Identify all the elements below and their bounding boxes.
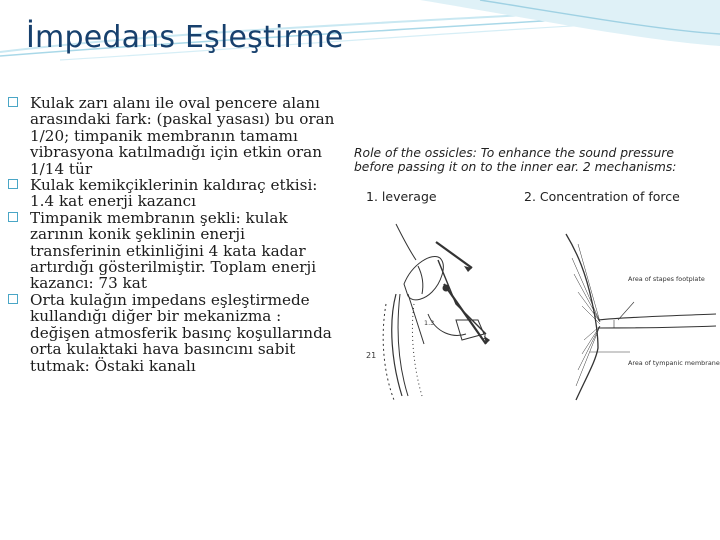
- bullet-marker-icon: [8, 179, 18, 189]
- tympanic-membrane-area-label: Area of tympanic membrane: [628, 359, 720, 367]
- bullet-marker-icon: [8, 97, 18, 107]
- bullet-marker-icon: [8, 212, 18, 222]
- bullet-item: [8, 177, 338, 210]
- slide-title: İmpedans Eşleştirme: [26, 20, 344, 55]
- ratio-label-1: 1: [482, 332, 488, 342]
- bullet-marker-icon: [8, 294, 18, 304]
- ratio-label-21: 21: [366, 351, 377, 360]
- ossicle-lever-illustration: [336, 134, 526, 414]
- bullet-item: [8, 95, 338, 177]
- bullet-text: Timpanik membranın şekli: kulak zarının konik şeklinin enerji transferinin etkinliğini 4 kata kadar artırdığı gösterilmiştir. Toplam enerji kazancı: 73 kat: [30, 208, 317, 293]
- bullet-text: Orta kulağın impedans eşleştirmede kullandığı diğer bir mekanizma : değişen atmosferik basınç koşullarında orta kulaktaki hava basıncını sabit tutmak: Östaki kanalı: [30, 290, 332, 375]
- bullet-item: [8, 292, 338, 374]
- bullet-text: Kulak zarı alanı ile oval pencere alanı arasındaki fark: (paskal yasası) bu oran 1/20; timpanik membranın tamamı vibrasyona katılmadığı için etkin oran 1/14 tür: [30, 94, 335, 178]
- stapes-footplate-area-label: Area of stapes footplate: [628, 275, 705, 283]
- bullet-item: [8, 210, 338, 292]
- bullet-text: Kulak kemikçiklerinin kaldıraç etkisi: 1.4 kat enerji kazancı: [30, 176, 318, 211]
- ossicles-figure: [336, 134, 720, 424]
- ratio-label-1-3: 1.3: [424, 319, 435, 327]
- concentration-of-force-label: 2. Concentration of force: [524, 189, 680, 204]
- leverage-label: 1. leverage: [366, 189, 437, 204]
- tympanic-membrane-illustration: [526, 134, 720, 414]
- bullet-list: [8, 95, 338, 374]
- figure-caption: Role of the ossicles: To enhance the sound pressure before passing it on to the inner ear. 2 mechanisms:: [354, 146, 677, 174]
